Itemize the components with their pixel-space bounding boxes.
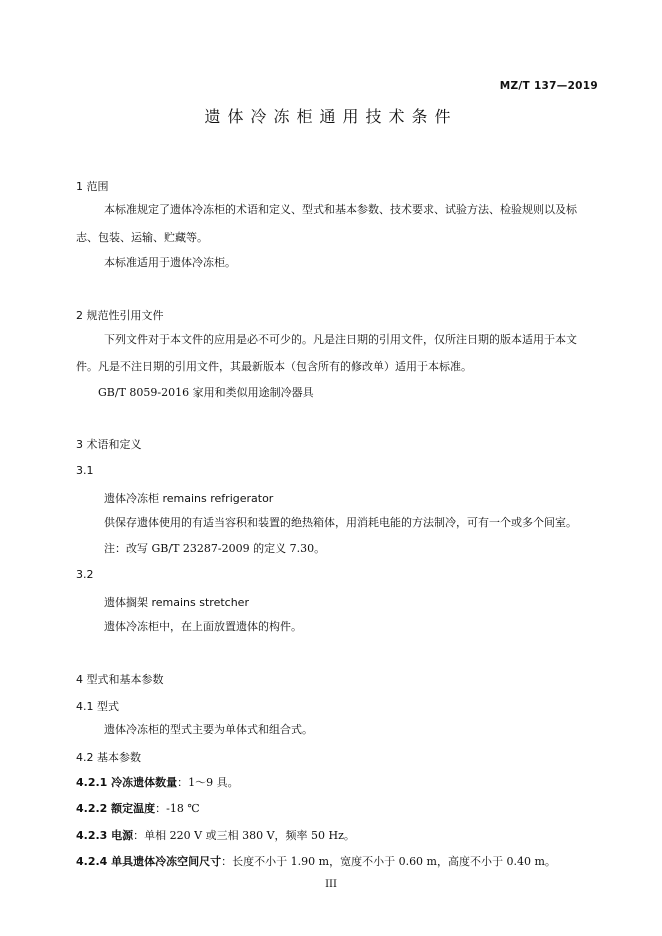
section-1-para-1-line-1: 本标准规定了遗体冷冻柜的术语和定义、型式和基本参数、技术要求、试验方法、检验规则以及标 — [104, 203, 577, 216]
document-title: 遗体冷冻柜通用技术条件 — [204, 107, 458, 126]
standard-code: MZ/T 137—2019 — [499, 80, 598, 92]
item-4-2-1-label: 4.2.1 冷冻遗体数量 — [76, 776, 178, 789]
term-3-2-definition: 遗体冷冻柜中，在上面放置遗体的构件。 — [104, 620, 302, 633]
item-4-2-4-label: 4.2.4 单具遗体冷冻空间尺寸 — [76, 855, 222, 868]
term-3-1-name: 遗体冷冻柜 remains refrigerator — [104, 492, 274, 505]
term-3-1-note: 注：改写 GB/T 23287-2009 的定义 7.30。 — [104, 542, 326, 555]
item-4-2-2 — [76, 795, 200, 823]
section-4-1-heading: 4.1 型式 — [76, 700, 119, 713]
page-number: III — [325, 879, 337, 890]
item-4-2-1 — [76, 769, 239, 797]
term-3-2-name: 遗体搁架 remains stretcher — [104, 596, 249, 609]
section-4-heading: 4 型式和基本参数 — [76, 673, 164, 686]
item-4-2-3 — [76, 822, 355, 850]
term-3-1-number: 3.1 — [76, 464, 94, 477]
section-1-para-1-line-2: 志、包装、运输、贮藏等。 — [76, 231, 208, 244]
section-2-para-1-line-1: 下列文件对于本文件的应用是必不可少的。凡是注日期的引用文件，仅所注日期的版本适用于本文 — [104, 333, 577, 346]
item-4-2-2-label: 4.2.2 额定温度 — [76, 802, 156, 815]
term-3-2-number: 3.2 — [76, 568, 94, 581]
section-1-para-2: 本标准适用于遗体冷冻柜。 — [104, 256, 236, 269]
term-3-1-definition: 供保存遗体使用的有适当容积和装置的绝热箱体，用消耗电能的方法制冷，可有一个或多个间室。 — [104, 516, 577, 529]
section-1-heading: 1 范围 — [76, 180, 109, 193]
item-4-2-3-label: 4.2.3 电源 — [76, 829, 134, 842]
section-2-para-1-line-2: 件。凡是不注日期的引用文件，其最新版本（包含所有的修改单）适用于本标准。 — [76, 360, 472, 373]
item-4-2-3-value: ：单相 220 V 或三相 380 V，频率 50 Hz。 — [133, 829, 355, 842]
section-2-heading: 2 规范性引用文件 — [76, 309, 164, 322]
item-4-2-1-value: ：1～9 具。 — [177, 776, 239, 789]
section-4-1-text: 遗体冷冻柜的型式主要为单体式和组合式。 — [104, 723, 313, 736]
item-4-2-4 — [76, 848, 556, 876]
section-2-reference: GB/T 8059-2016 家用和类似用途制冷器具 — [98, 386, 314, 399]
item-4-2-4-value: ：长度不小于 1.90 m，宽度不小于 0.60 m，高度不小于 0.40 m。 — [221, 855, 556, 868]
item-4-2-2-value: ：-18 ℃ — [155, 802, 200, 815]
section-4-2-heading: 4.2 基本参数 — [76, 751, 141, 764]
section-3-heading: 3 术语和定义 — [76, 438, 142, 451]
